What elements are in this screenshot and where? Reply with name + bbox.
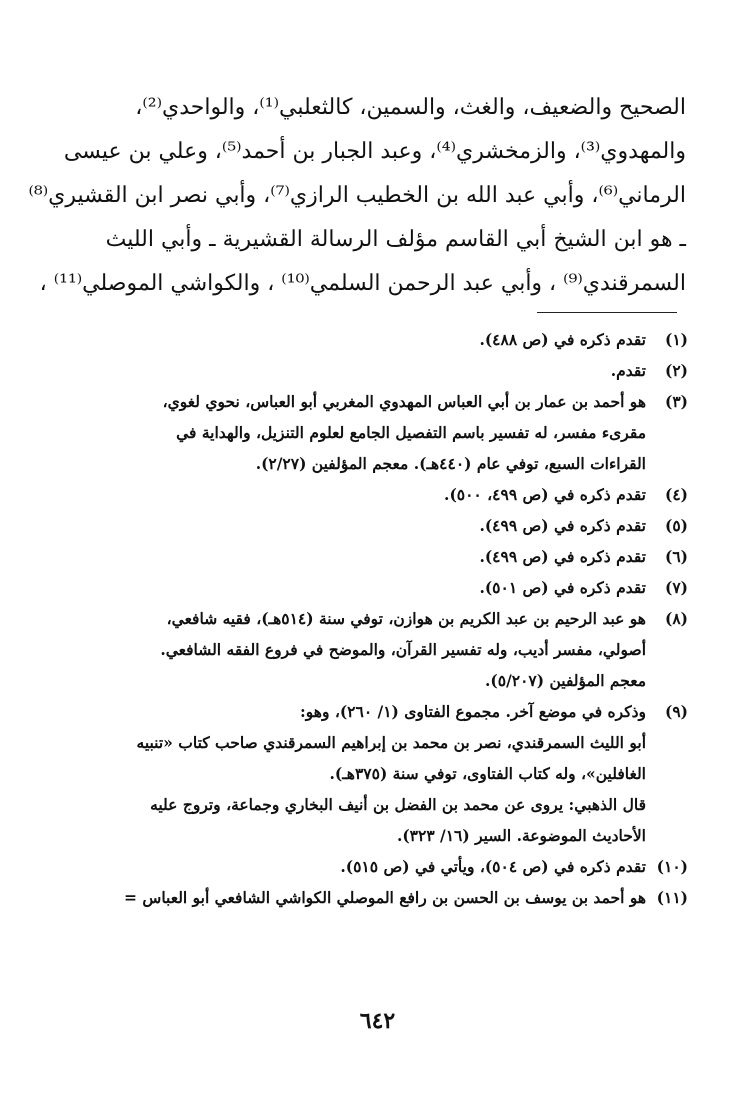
footnote-body bbox=[68, 851, 646, 882]
footnote-line: تقدم ذكره في (ص ٤٩٩). bbox=[479, 547, 646, 566]
footnote-line: هو أحمد بن عمار بن أبي العباس المهدوي المغربي أبو العباس، نحوي لغوي، bbox=[162, 392, 646, 411]
main-text bbox=[28, 86, 686, 306]
footnote-6 bbox=[68, 541, 688, 572]
footnote-line: هو أحمد بن يوسف بن الحسن بن رافع الموصلي الكواشي الشافعي أبو العباس = bbox=[124, 888, 646, 907]
footnote-line: تقدم ذكره في (ص ٤٨٨). bbox=[479, 330, 646, 349]
footnote-body bbox=[68, 882, 646, 913]
footnote-line: أصولي، مفسر أديب، وله تفسير القرآن، والموضح في فروع الفقه الشافعي. bbox=[160, 640, 646, 659]
footnotes bbox=[68, 324, 688, 913]
footnote-number: (٥) bbox=[664, 516, 688, 535]
footnote-7 bbox=[68, 572, 688, 603]
footnote-body bbox=[68, 324, 646, 355]
main-text-line: السمرقندي⁽⁹⁾ ، وأبي عبد الرحمن السلمي⁽¹⁰⁾ ، والكواشي الموصلي⁽¹¹⁾ ، bbox=[39, 271, 686, 296]
footnote-line: مقرىء مفسر، له تفسير باسم التفصيل الجامع لعلوم التنزيل، والهداية في bbox=[176, 423, 646, 442]
main-text-line: الرماني⁽⁶⁾، وأبي عبد الله بن الخطيب الرازي⁽⁷⁾، وأبي نصر ابن القشيري⁽⁸⁾ bbox=[28, 183, 686, 208]
footnote-body bbox=[68, 386, 646, 479]
footnote-body bbox=[68, 355, 646, 386]
main-text-line: ـ هو ابن الشيخ أبي القاسم مؤلف الرسالة القشيرية ـ وأبي الليث bbox=[105, 227, 686, 252]
footnote-body bbox=[68, 696, 646, 851]
footnote-body bbox=[68, 541, 646, 572]
footnote-line: وذكره في موضع آخر. مجموع الفتاوى (١/ ٢٦٠)، وهو: bbox=[300, 702, 646, 721]
footnote-body bbox=[68, 510, 646, 541]
footnote-body bbox=[68, 603, 646, 696]
page-number: ٦٤٢ bbox=[359, 1008, 396, 1034]
footnote-8 bbox=[68, 603, 688, 696]
footnote-number: (١٠) bbox=[656, 857, 688, 876]
footnote-9 bbox=[68, 696, 688, 851]
footnote-3 bbox=[68, 386, 688, 479]
footnote-body bbox=[68, 572, 646, 603]
footnote-line: تقدم ذكره في (ص ٤٩٩). bbox=[479, 516, 646, 535]
footnote-line: تقدم ذكره في (ص ٤٩٩، ٥٠٠). bbox=[444, 485, 646, 504]
footnote-line: تقدم ذكره في (ص ٥٠١). bbox=[479, 578, 646, 597]
footnote-number: (٣) bbox=[664, 392, 688, 411]
footnote-number: (٩) bbox=[664, 702, 688, 721]
footnote-body bbox=[68, 479, 646, 510]
footnote-line: الأحاديث الموضوعة. السير (١٦/ ٣٢٣). bbox=[396, 826, 646, 845]
footnote-number: (٧) bbox=[664, 578, 688, 597]
main-text-line: والمهدوي⁽³⁾، والزمخشري⁽⁴⁾، وعبد الجبار بن أحمد⁽⁵⁾، وعلي بن عيسى bbox=[63, 139, 686, 164]
footnote-number: (٨) bbox=[664, 609, 688, 628]
footnote-2 bbox=[68, 355, 688, 386]
footnote-separator bbox=[537, 312, 677, 313]
footnote-10 bbox=[68, 851, 688, 882]
footnote-line: أبو الليث السمرقندي، نصر بن محمد بن إبراهيم السمرقندي صاحب كتاب «تنبيه bbox=[136, 733, 646, 752]
footnote-line: الغافلين»، وله كتاب الفتاوى، توفي سنة (٣٧٥هـ). bbox=[329, 764, 646, 783]
footnote-line: قال الذهبي: يروى عن محمد بن الفضل بن أنيف البخاري وجماعة، وتروج عليه bbox=[150, 795, 646, 814]
footnote-line: القراءات السبع، توفي عام (٤٤٠هـ). معجم المؤلفين (٢/٢٧). bbox=[255, 454, 646, 473]
footnote-number: (١) bbox=[664, 330, 688, 349]
footnote-11 bbox=[68, 882, 688, 913]
footnote-number: (١١) bbox=[656, 888, 688, 907]
footnote-line: هو عبد الرحيم بن عبد الكريم بن هوازن، توفي سنة (٥١٤هـ)، فقيه شافعي، bbox=[166, 609, 646, 628]
footnote-1 bbox=[68, 324, 688, 355]
footnote-number: (٢) bbox=[664, 361, 688, 380]
footnote-4 bbox=[68, 479, 688, 510]
footnote-number: (٤) bbox=[664, 485, 688, 504]
footnote-line: تقدم ذكره في (ص ٥٠٤)، ويأتي في (ص ٥١٥). bbox=[340, 857, 646, 876]
footnote-line: تقدم. bbox=[610, 361, 646, 380]
footnote-line: معجم المؤلفين (٥/٢٠٧). bbox=[485, 671, 646, 690]
main-text-line: الصحيح والضعيف، والغث، والسمين، كالثعلبي⁽¹⁾، والواحدي⁽²⁾، bbox=[135, 95, 686, 120]
footnote-number: (٦) bbox=[664, 547, 688, 566]
footnote-5 bbox=[68, 510, 688, 541]
